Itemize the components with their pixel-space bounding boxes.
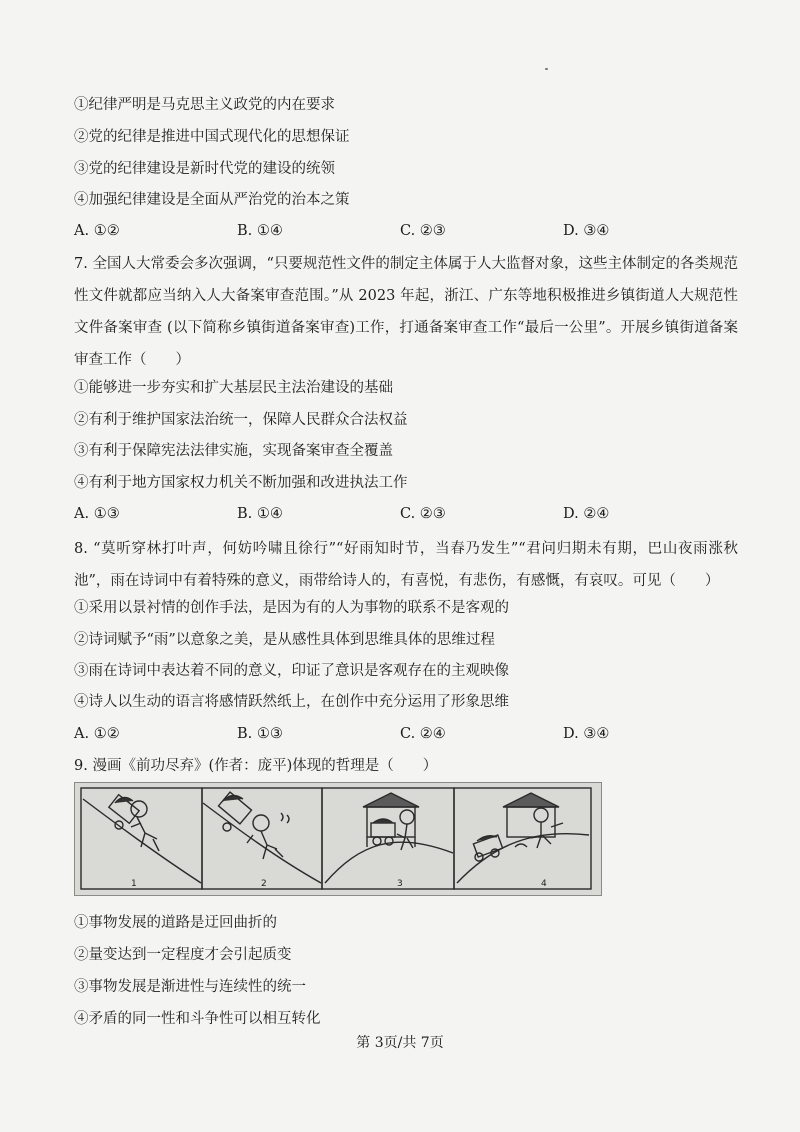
q7-option-d: D. ②④: [563, 506, 610, 522]
q9-stem: 9. 漫画《前功尽弃》(作者：庞平)体现的哲理是（ ）: [74, 758, 438, 774]
q6-option-d: D. ③④: [563, 223, 610, 239]
comic-panel-number-4: 4: [541, 879, 547, 889]
q7-option-b: B. ①④: [237, 506, 283, 522]
q8-options: [74, 724, 694, 744]
comic-panel-1-frame: [81, 788, 202, 889]
q8-option-a: A. ①②: [74, 726, 120, 742]
q9-statement-2: ②量变达到一定程度才会引起质变: [74, 947, 292, 963]
q9-statement-4: ④矛盾的同一性和斗争性可以相互转化: [74, 1011, 321, 1027]
q7-statement-4: ④有利于地方国家权力机关不断加强和改进执法工作: [74, 475, 408, 491]
q9-statement-1: ①事物发展的道路是迂回曲折的: [74, 915, 277, 931]
q8-statement-4: ④诗人以生动的语言将感情跃然纸上，在创作中充分运用了形象思维: [74, 694, 509, 710]
q8-option-c: C. ②④: [400, 726, 446, 742]
q8-statement-3: ③雨在诗词中表达着不同的意义，印证了意识是客观存在的主观映像: [74, 663, 509, 679]
q7-option-a: A. ①③: [74, 506, 120, 522]
q8-statement-2: ②诗词赋予“雨”以意象之美，是从感性具体到思维具体的思维过程: [74, 632, 495, 648]
comic-panel-number-1: 1: [131, 879, 137, 889]
q6-option-b: B. ①④: [237, 223, 283, 239]
q6-option-a: A. ①②: [74, 223, 120, 239]
q8-stem: 8. “莫听穿林打叶声，何妨吟啸且徐行”“好雨知时节，当春乃发生”“君问归期未有期，巴山夜雨涨秋池”，雨在诗词中有着特殊的意义，雨带给诗人的，有喜悦，有悲伤，有感慨，有哀叹。可见（ ）: [74, 541, 738, 589]
scan-speck: [545, 68, 548, 70]
q7-statement-3: ③有利于保障宪法法律实施，实现备案审查全覆盖: [74, 443, 393, 459]
comic-panel-1: [83, 795, 201, 883]
q8-option-b: B. ①③: [237, 726, 283, 742]
q7-statement-1: ①能够进一步夯实和扩大基层民主法治建设的基础: [74, 380, 393, 396]
q9-statement-3: ③事物发展是渐进性与连续性的统一: [74, 979, 306, 995]
comic-panel-3: [325, 793, 453, 883]
q6-statement-4: ④加强纪律建设是全面从严治党的治本之策: [74, 192, 350, 208]
q6-statement-2: ②党的纪律是推进中国式现代化的思想保证: [74, 129, 350, 145]
q6-option-c: C. ②③: [400, 223, 446, 239]
q8-statement-1: ①采用以景衬情的创作手法，是因为有的人为事物的联系不是客观的: [74, 600, 509, 616]
comic-panel-2: [203, 792, 321, 883]
q6-options: [74, 221, 694, 241]
comic-panel-number-2: 2: [261, 879, 267, 889]
q7-statement-2: ②有利于维护国家法治统一，保障人民群众合法权益: [74, 412, 408, 428]
comic-drawing: [75, 783, 601, 895]
comic-panel-number-3: 3: [397, 879, 403, 889]
comic-image: [74, 782, 602, 896]
q6-statement-3: ③党的纪律建设是新时代党的建设的统领: [74, 161, 335, 177]
q8-option-d: D. ③④: [563, 726, 610, 742]
q7-option-c: C. ②③: [400, 506, 446, 522]
q7-options: [74, 504, 694, 524]
page-footer: 第 3页/共 7页: [356, 1035, 444, 1051]
q7-stem: 7. 全国人大常委会多次强调，“只要规范性文件的制定主体属于人大监督对象，这些主体制定的各类规范性文件就都应当纳入人大备案审查范围。”从 2023 年起，浙江、广东等地积极推进乡镇街道人大规范性文件备案审查 (以下简称乡镇街道备案审查)工作，打通备案审查工作“最后一公里”。开展乡镇街道备案审查工作（ ）: [74, 256, 738, 368]
comic-panel-4: [457, 793, 589, 883]
q6-statement-1: ①纪律严明是马克思主义政党的内在要求: [74, 97, 335, 113]
